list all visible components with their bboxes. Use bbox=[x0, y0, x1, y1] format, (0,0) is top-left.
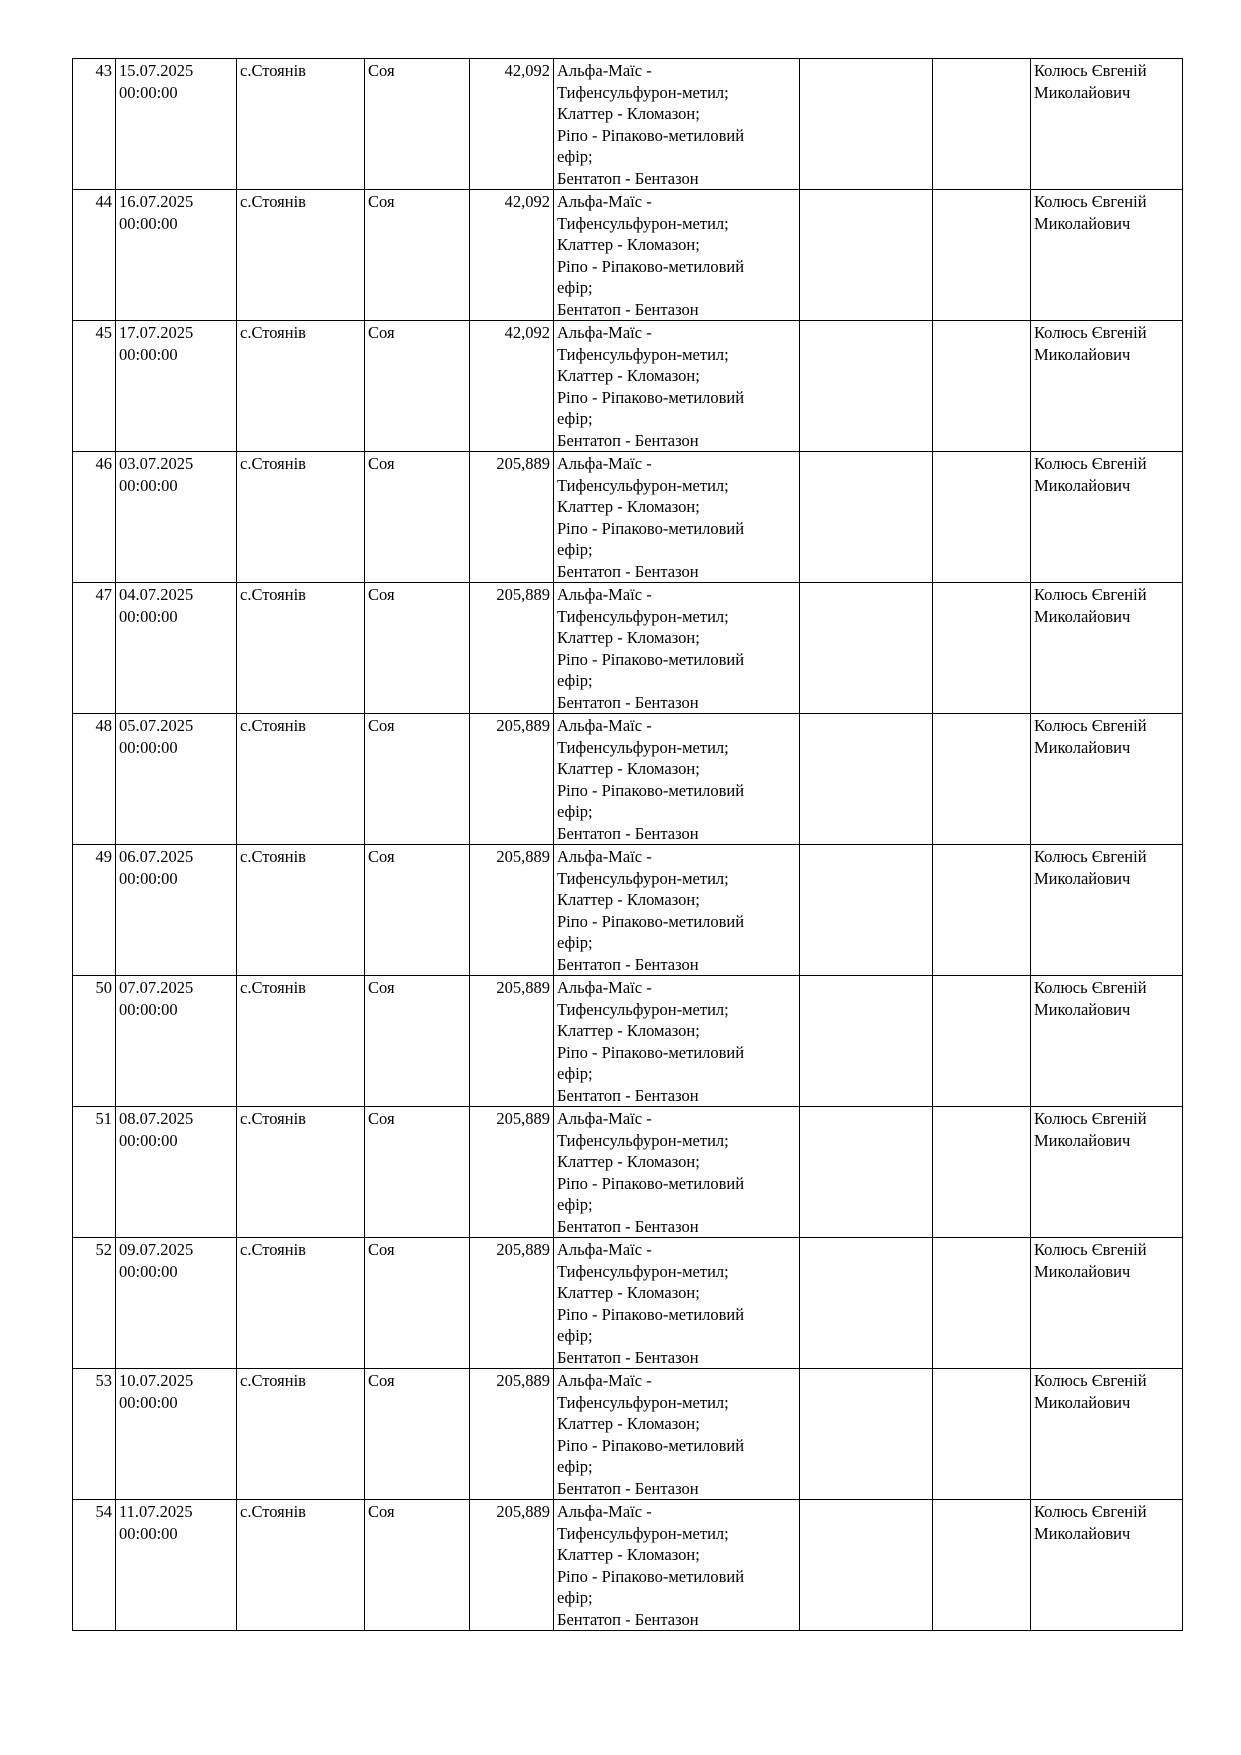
pesticide-line: Бентатоп - Бентазон bbox=[557, 299, 699, 319]
village-name: с.Стоянів bbox=[240, 978, 306, 997]
responsible-person-line: Колюсь Євгеній bbox=[1034, 978, 1147, 997]
row-number-cell bbox=[73, 1238, 116, 1369]
empty-cell bbox=[933, 321, 1031, 452]
responsible-person-line: Колюсь Євгеній bbox=[1034, 192, 1147, 211]
crop-name: Соя bbox=[368, 454, 395, 473]
time-value: 00:00:00 bbox=[119, 606, 178, 626]
village-cell bbox=[237, 583, 365, 714]
responsible-person-line: Миколайович bbox=[1034, 82, 1131, 102]
pesticide-line: Клаттер - Кломазон; bbox=[557, 1545, 700, 1564]
empty-cell bbox=[800, 1107, 933, 1238]
responsible-person-line: Колюсь Євгеній bbox=[1034, 1240, 1147, 1259]
pesticide-line: Ріпо - Ріпаково-метиловий bbox=[557, 1042, 745, 1062]
pesticide-line: Бентатоп - Бентазон bbox=[557, 1609, 699, 1629]
pesticide-line: Альфа-Маїс - bbox=[557, 61, 652, 80]
empty-cell bbox=[933, 714, 1031, 845]
pesticide-line: Ріпо - Ріпаково-метиловий bbox=[557, 1435, 745, 1455]
pesticide-line: Тифенсульфурон-метил; bbox=[557, 344, 729, 364]
responsible-person-line: Миколайович bbox=[1034, 1392, 1131, 1412]
responsible-person-line: Миколайович bbox=[1034, 1523, 1131, 1543]
time-value: 00:00:00 bbox=[119, 1523, 178, 1543]
responsible-person-line: Колюсь Євгеній bbox=[1034, 323, 1147, 342]
pesticide-line: ефір; bbox=[557, 802, 593, 821]
date-cell bbox=[116, 1107, 237, 1238]
area-value: 205,889 bbox=[496, 1502, 550, 1521]
row-number: 49 bbox=[95, 847, 112, 866]
responsible-person-cell bbox=[1031, 321, 1183, 452]
responsible-person-line: Миколайович bbox=[1034, 1130, 1131, 1150]
pesticide-line: ефір; bbox=[557, 671, 593, 690]
date-cell bbox=[116, 1369, 237, 1500]
pesticide-line: Клаттер - Кломазон; bbox=[557, 497, 700, 516]
date-cell bbox=[116, 976, 237, 1107]
time-value: 00:00:00 bbox=[119, 475, 178, 495]
pesticide-line: Тифенсульфурон-метил; bbox=[557, 606, 729, 626]
crop-name: Соя bbox=[368, 1502, 395, 1521]
date-value: 17.07.2025 bbox=[119, 323, 194, 342]
pesticide-line: Клаттер - Кломазон; bbox=[557, 104, 700, 123]
row-number-cell bbox=[73, 190, 116, 321]
crop-name: Соя bbox=[368, 1240, 395, 1259]
pesticides-cell bbox=[554, 321, 800, 452]
time-value: 00:00:00 bbox=[119, 213, 178, 233]
responsible-person-cell bbox=[1031, 714, 1183, 845]
area-cell bbox=[470, 321, 554, 452]
date-value: 04.07.2025 bbox=[119, 585, 194, 604]
empty-cell bbox=[933, 1369, 1031, 1500]
pesticide-line: Клаттер - Кломазон; bbox=[557, 1414, 700, 1433]
date-cell bbox=[116, 190, 237, 321]
area-value: 205,889 bbox=[496, 585, 550, 604]
pesticide-line: Клаттер - Кломазон; bbox=[557, 628, 700, 647]
crop-cell bbox=[365, 976, 470, 1107]
date-value: 15.07.2025 bbox=[119, 61, 194, 80]
village-cell bbox=[237, 714, 365, 845]
pesticide-line: Альфа-Маїс - bbox=[557, 1502, 652, 1521]
pesticide-line: Тифенсульфурон-метил; bbox=[557, 868, 729, 888]
row-number-cell bbox=[73, 583, 116, 714]
pesticide-line: ефір; bbox=[557, 1457, 593, 1476]
row-number-cell bbox=[73, 1107, 116, 1238]
village-cell bbox=[237, 321, 365, 452]
pesticide-line: Клаттер - Кломазон; bbox=[557, 890, 700, 909]
date-cell bbox=[116, 452, 237, 583]
crop-cell bbox=[365, 1107, 470, 1238]
date-cell bbox=[116, 845, 237, 976]
responsible-person-cell bbox=[1031, 845, 1183, 976]
responsible-person-line: Колюсь Євгеній bbox=[1034, 585, 1147, 604]
empty-cell bbox=[800, 714, 933, 845]
empty-cell bbox=[933, 1107, 1031, 1238]
row-number: 51 bbox=[95, 1109, 112, 1128]
date-value: 07.07.2025 bbox=[119, 978, 194, 997]
pesticide-line: Бентатоп - Бентазон bbox=[557, 168, 699, 188]
date-value: 16.07.2025 bbox=[119, 192, 194, 211]
empty-cell bbox=[800, 845, 933, 976]
table-row bbox=[73, 714, 1183, 845]
crop-cell bbox=[365, 1500, 470, 1631]
area-value: 205,889 bbox=[496, 1240, 550, 1259]
row-number: 52 bbox=[95, 1240, 112, 1259]
responsible-person-line: Миколайович bbox=[1034, 999, 1131, 1019]
village-cell bbox=[237, 452, 365, 583]
responsible-person-line: Колюсь Євгеній bbox=[1034, 716, 1147, 735]
date-cell bbox=[116, 59, 237, 190]
area-cell bbox=[470, 976, 554, 1107]
empty-cell bbox=[933, 452, 1031, 583]
row-number: 44 bbox=[95, 192, 112, 211]
village-name: с.Стоянів bbox=[240, 61, 306, 80]
responsible-person-cell bbox=[1031, 1107, 1183, 1238]
pesticide-line: Ріпо - Ріпаково-метиловий bbox=[557, 1566, 745, 1586]
crop-name: Соя bbox=[368, 847, 395, 866]
crop-name: Соя bbox=[368, 978, 395, 997]
responsible-person-cell bbox=[1031, 1369, 1183, 1500]
table-row bbox=[73, 583, 1183, 714]
pesticide-line: Тифенсульфурон-метил; bbox=[557, 1523, 729, 1543]
row-number: 48 bbox=[95, 716, 112, 735]
pesticide-line: Тифенсульфурон-метил; bbox=[557, 1261, 729, 1281]
table-row bbox=[73, 1500, 1183, 1631]
pesticides-cell bbox=[554, 1369, 800, 1500]
row-number: 50 bbox=[95, 978, 112, 997]
village-cell bbox=[237, 1369, 365, 1500]
pesticide-line: Бентатоп - Бентазон bbox=[557, 692, 699, 712]
responsible-person-line: Миколайович bbox=[1034, 868, 1131, 888]
pesticide-line: ефір; bbox=[557, 1326, 593, 1345]
crop-name: Соя bbox=[368, 1109, 395, 1128]
village-cell bbox=[237, 190, 365, 321]
responsible-person-line: Миколайович bbox=[1034, 344, 1131, 364]
area-value: 42,092 bbox=[504, 192, 550, 211]
pesticides-cell bbox=[554, 452, 800, 583]
time-value: 00:00:00 bbox=[119, 1392, 178, 1412]
area-cell bbox=[470, 59, 554, 190]
row-number-cell bbox=[73, 714, 116, 845]
table-row bbox=[73, 452, 1183, 583]
records-table-body bbox=[73, 59, 1183, 1631]
village-cell bbox=[237, 1238, 365, 1369]
row-number: 46 bbox=[95, 454, 112, 473]
responsible-person-line: Миколайович bbox=[1034, 606, 1131, 626]
crop-cell bbox=[365, 452, 470, 583]
crop-name: Соя bbox=[368, 716, 395, 735]
pesticide-line: Клаттер - Кломазон; bbox=[557, 1283, 700, 1302]
pesticide-line: Альфа-Маїс - bbox=[557, 1109, 652, 1128]
date-value: 09.07.2025 bbox=[119, 1240, 194, 1259]
pesticide-line: ефір; bbox=[557, 1195, 593, 1214]
crop-cell bbox=[365, 1238, 470, 1369]
pesticide-line: Клаттер - Кломазон; bbox=[557, 1021, 700, 1040]
area-cell bbox=[470, 1500, 554, 1631]
responsible-person-cell bbox=[1031, 1238, 1183, 1369]
empty-cell bbox=[800, 976, 933, 1107]
pesticide-line: ефір; bbox=[557, 409, 593, 428]
village-name: с.Стоянів bbox=[240, 585, 306, 604]
village-cell bbox=[237, 845, 365, 976]
responsible-person-line: Колюсь Євгеній bbox=[1034, 454, 1147, 473]
pesticide-line: Альфа-Маїс - bbox=[557, 323, 652, 342]
crop-name: Соя bbox=[368, 192, 395, 211]
crop-cell bbox=[365, 190, 470, 321]
area-value: 205,889 bbox=[496, 716, 550, 735]
responsible-person-cell bbox=[1031, 583, 1183, 714]
pesticide-line: Бентатоп - Бентазон bbox=[557, 561, 699, 581]
pesticide-line: Ріпо - Ріпаково-метиловий bbox=[557, 1173, 745, 1193]
row-number: 43 bbox=[95, 61, 112, 80]
pesticide-line: ефір; bbox=[557, 933, 593, 952]
row-number-cell bbox=[73, 845, 116, 976]
area-value: 205,889 bbox=[496, 1109, 550, 1128]
responsible-person-line: Колюсь Євгеній bbox=[1034, 1371, 1147, 1390]
responsible-person-line: Колюсь Євгеній bbox=[1034, 847, 1147, 866]
pesticide-line: Ріпо - Ріпаково-метиловий bbox=[557, 649, 745, 669]
pesticide-line: Тифенсульфурон-метил; bbox=[557, 475, 729, 495]
crop-cell bbox=[365, 714, 470, 845]
pesticide-line: ефір; bbox=[557, 540, 593, 559]
row-number-cell bbox=[73, 1369, 116, 1500]
empty-cell bbox=[933, 1500, 1031, 1631]
crop-cell bbox=[365, 1369, 470, 1500]
pesticide-line: Бентатоп - Бентазон bbox=[557, 823, 699, 843]
empty-cell bbox=[933, 1238, 1031, 1369]
responsible-person-line: Колюсь Євгеній bbox=[1034, 1502, 1147, 1521]
area-value: 42,092 bbox=[504, 61, 550, 80]
village-name: с.Стоянів bbox=[240, 1240, 306, 1259]
date-value: 11.07.2025 bbox=[119, 1502, 193, 1521]
responsible-person-cell bbox=[1031, 976, 1183, 1107]
date-cell bbox=[116, 1500, 237, 1631]
pesticide-line: Клаттер - Кломазон; bbox=[557, 366, 700, 385]
table-row bbox=[73, 845, 1183, 976]
empty-cell bbox=[800, 1369, 933, 1500]
pesticides-cell bbox=[554, 583, 800, 714]
responsible-person-line: Миколайович bbox=[1034, 737, 1131, 757]
pesticide-line: Альфа-Маїс - bbox=[557, 978, 652, 997]
pesticide-line: Ріпо - Ріпаково-метиловий bbox=[557, 387, 745, 407]
pesticide-line: Ріпо - Ріпаково-метиловий bbox=[557, 125, 745, 145]
pesticide-line: Ріпо - Ріпаково-метиловий bbox=[557, 780, 745, 800]
empty-cell bbox=[933, 976, 1031, 1107]
pesticide-line: Бентатоп - Бентазон bbox=[557, 1085, 699, 1105]
pesticide-line: Бентатоп - Бентазон bbox=[557, 1216, 699, 1236]
crop-name: Соя bbox=[368, 585, 395, 604]
pesticide-line: ефір; bbox=[557, 1064, 593, 1083]
responsible-person-line: Миколайович bbox=[1034, 1261, 1131, 1281]
pesticide-line: Альфа-Маїс - bbox=[557, 847, 652, 866]
crop-name: Соя bbox=[368, 1371, 395, 1390]
crop-name: Соя bbox=[368, 323, 395, 342]
table-row bbox=[73, 190, 1183, 321]
crop-cell bbox=[365, 583, 470, 714]
pesticides-cell bbox=[554, 190, 800, 321]
pesticide-line: Бентатоп - Бентазон bbox=[557, 1347, 699, 1367]
crop-cell bbox=[365, 321, 470, 452]
pesticide-line: Тифенсульфурон-метил; bbox=[557, 1392, 729, 1412]
area-cell bbox=[470, 845, 554, 976]
village-name: с.Стоянів bbox=[240, 847, 306, 866]
table-row bbox=[73, 1369, 1183, 1500]
pesticide-line: Клаттер - Кломазон; bbox=[557, 235, 700, 254]
village-cell bbox=[237, 59, 365, 190]
pesticides-cell bbox=[554, 845, 800, 976]
responsible-person-line: Колюсь Євгеній bbox=[1034, 61, 1147, 80]
date-cell bbox=[116, 1238, 237, 1369]
pesticide-line: Клаттер - Кломазон; bbox=[557, 1152, 700, 1171]
pesticide-line: ефір; bbox=[557, 147, 593, 166]
date-cell bbox=[116, 321, 237, 452]
table-row bbox=[73, 1107, 1183, 1238]
village-name: с.Стоянів bbox=[240, 192, 306, 211]
village-name: с.Стоянів bbox=[240, 1109, 306, 1128]
pesticide-line: Тифенсульфурон-метил; bbox=[557, 999, 729, 1019]
empty-cell bbox=[800, 321, 933, 452]
table-row bbox=[73, 1238, 1183, 1369]
row-number-cell bbox=[73, 59, 116, 190]
row-number-cell bbox=[73, 452, 116, 583]
time-value: 00:00:00 bbox=[119, 999, 178, 1019]
pesticide-line: Ріпо - Ріпаково-метиловий bbox=[557, 518, 745, 538]
village-cell bbox=[237, 1107, 365, 1238]
pesticide-line: Тифенсульфурон-метил; bbox=[557, 213, 729, 233]
table-row bbox=[73, 321, 1183, 452]
responsible-person-line: Миколайович bbox=[1034, 213, 1131, 233]
responsible-person-cell bbox=[1031, 190, 1183, 321]
pesticide-line: ефір; bbox=[557, 278, 593, 297]
row-number: 45 bbox=[95, 323, 112, 342]
row-number-cell bbox=[73, 1500, 116, 1631]
table-row bbox=[73, 976, 1183, 1107]
area-value: 205,889 bbox=[496, 1371, 550, 1390]
village-name: с.Стоянів bbox=[240, 454, 306, 473]
pesticide-line: Тифенсульфурон-метил; bbox=[557, 82, 729, 102]
village-name: с.Стоянів bbox=[240, 1371, 306, 1390]
pesticide-line: Альфа-Маїс - bbox=[557, 1240, 652, 1259]
row-number-cell bbox=[73, 321, 116, 452]
area-cell bbox=[470, 1238, 554, 1369]
empty-cell bbox=[800, 190, 933, 321]
date-value: 06.07.2025 bbox=[119, 847, 194, 866]
area-cell bbox=[470, 583, 554, 714]
responsible-person-cell bbox=[1031, 59, 1183, 190]
pesticides-cell bbox=[554, 976, 800, 1107]
pesticides-cell bbox=[554, 1107, 800, 1238]
pesticides-cell bbox=[554, 59, 800, 190]
records-table bbox=[72, 58, 1183, 1631]
time-value: 00:00:00 bbox=[119, 82, 178, 102]
pesticide-line: Бентатоп - Бентазон bbox=[557, 430, 699, 450]
village-name: с.Стоянів bbox=[240, 716, 306, 735]
empty-cell bbox=[933, 583, 1031, 714]
time-value: 00:00:00 bbox=[119, 737, 178, 757]
pesticide-line: Клаттер - Кломазон; bbox=[557, 759, 700, 778]
empty-cell bbox=[800, 59, 933, 190]
village-cell bbox=[237, 976, 365, 1107]
area-cell bbox=[470, 1107, 554, 1238]
responsible-person-line: Миколайович bbox=[1034, 475, 1131, 495]
responsible-person-line: Колюсь Євгеній bbox=[1034, 1109, 1147, 1128]
responsible-person-cell bbox=[1031, 1500, 1183, 1631]
crop-cell bbox=[365, 59, 470, 190]
area-value: 205,889 bbox=[496, 454, 550, 473]
responsible-person-cell bbox=[1031, 452, 1183, 583]
row-number: 53 bbox=[95, 1371, 112, 1390]
empty-cell bbox=[933, 190, 1031, 321]
pesticide-line: Тифенсульфурон-метил; bbox=[557, 737, 729, 757]
area-cell bbox=[470, 1369, 554, 1500]
pesticide-line: Бентатоп - Бентазон bbox=[557, 954, 699, 974]
pesticide-line: Альфа-Маїс - bbox=[557, 716, 652, 735]
empty-cell bbox=[800, 583, 933, 714]
date-value: 05.07.2025 bbox=[119, 716, 194, 735]
empty-cell bbox=[800, 452, 933, 583]
row-number: 54 bbox=[95, 1502, 112, 1521]
row-number: 47 bbox=[95, 585, 112, 604]
pesticide-line: Ріпо - Ріпаково-метиловий bbox=[557, 256, 745, 276]
empty-cell bbox=[933, 59, 1031, 190]
pesticide-line: Тифенсульфурон-метил; bbox=[557, 1130, 729, 1150]
pesticide-line: ефір; bbox=[557, 1588, 593, 1607]
date-value: 10.07.2025 bbox=[119, 1371, 194, 1390]
date-cell bbox=[116, 714, 237, 845]
time-value: 00:00:00 bbox=[119, 344, 178, 364]
pesticide-line: Альфа-Маїс - bbox=[557, 1371, 652, 1390]
time-value: 00:00:00 bbox=[119, 1261, 178, 1281]
table-row bbox=[73, 59, 1183, 190]
empty-cell bbox=[933, 845, 1031, 976]
crop-name: Соя bbox=[368, 61, 395, 80]
village-name: с.Стоянів bbox=[240, 323, 306, 342]
pesticide-line: Бентатоп - Бентазон bbox=[557, 1478, 699, 1498]
area-value: 205,889 bbox=[496, 847, 550, 866]
crop-cell bbox=[365, 845, 470, 976]
empty-cell bbox=[800, 1500, 933, 1631]
pesticide-line: Альфа-Маїс - bbox=[557, 454, 652, 473]
village-cell bbox=[237, 1500, 365, 1631]
pesticide-line: Альфа-Маїс - bbox=[557, 192, 652, 211]
pesticide-line: Альфа-Маїс - bbox=[557, 585, 652, 604]
pesticides-cell bbox=[554, 1500, 800, 1631]
area-cell bbox=[470, 452, 554, 583]
pesticides-cell bbox=[554, 714, 800, 845]
pesticide-line: Ріпо - Ріпаково-метиловий bbox=[557, 911, 745, 931]
empty-cell bbox=[800, 1238, 933, 1369]
pesticides-cell bbox=[554, 1238, 800, 1369]
time-value: 00:00:00 bbox=[119, 868, 178, 888]
date-value: 03.07.2025 bbox=[119, 454, 194, 473]
area-value: 42,092 bbox=[504, 323, 550, 342]
area-value: 205,889 bbox=[496, 978, 550, 997]
area-cell bbox=[470, 190, 554, 321]
row-number-cell bbox=[73, 976, 116, 1107]
pesticide-line: Ріпо - Ріпаково-метиловий bbox=[557, 1304, 745, 1324]
date-value: 08.07.2025 bbox=[119, 1109, 194, 1128]
area-cell bbox=[470, 714, 554, 845]
village-name: с.Стоянів bbox=[240, 1502, 306, 1521]
date-cell bbox=[116, 583, 237, 714]
time-value: 00:00:00 bbox=[119, 1130, 178, 1150]
